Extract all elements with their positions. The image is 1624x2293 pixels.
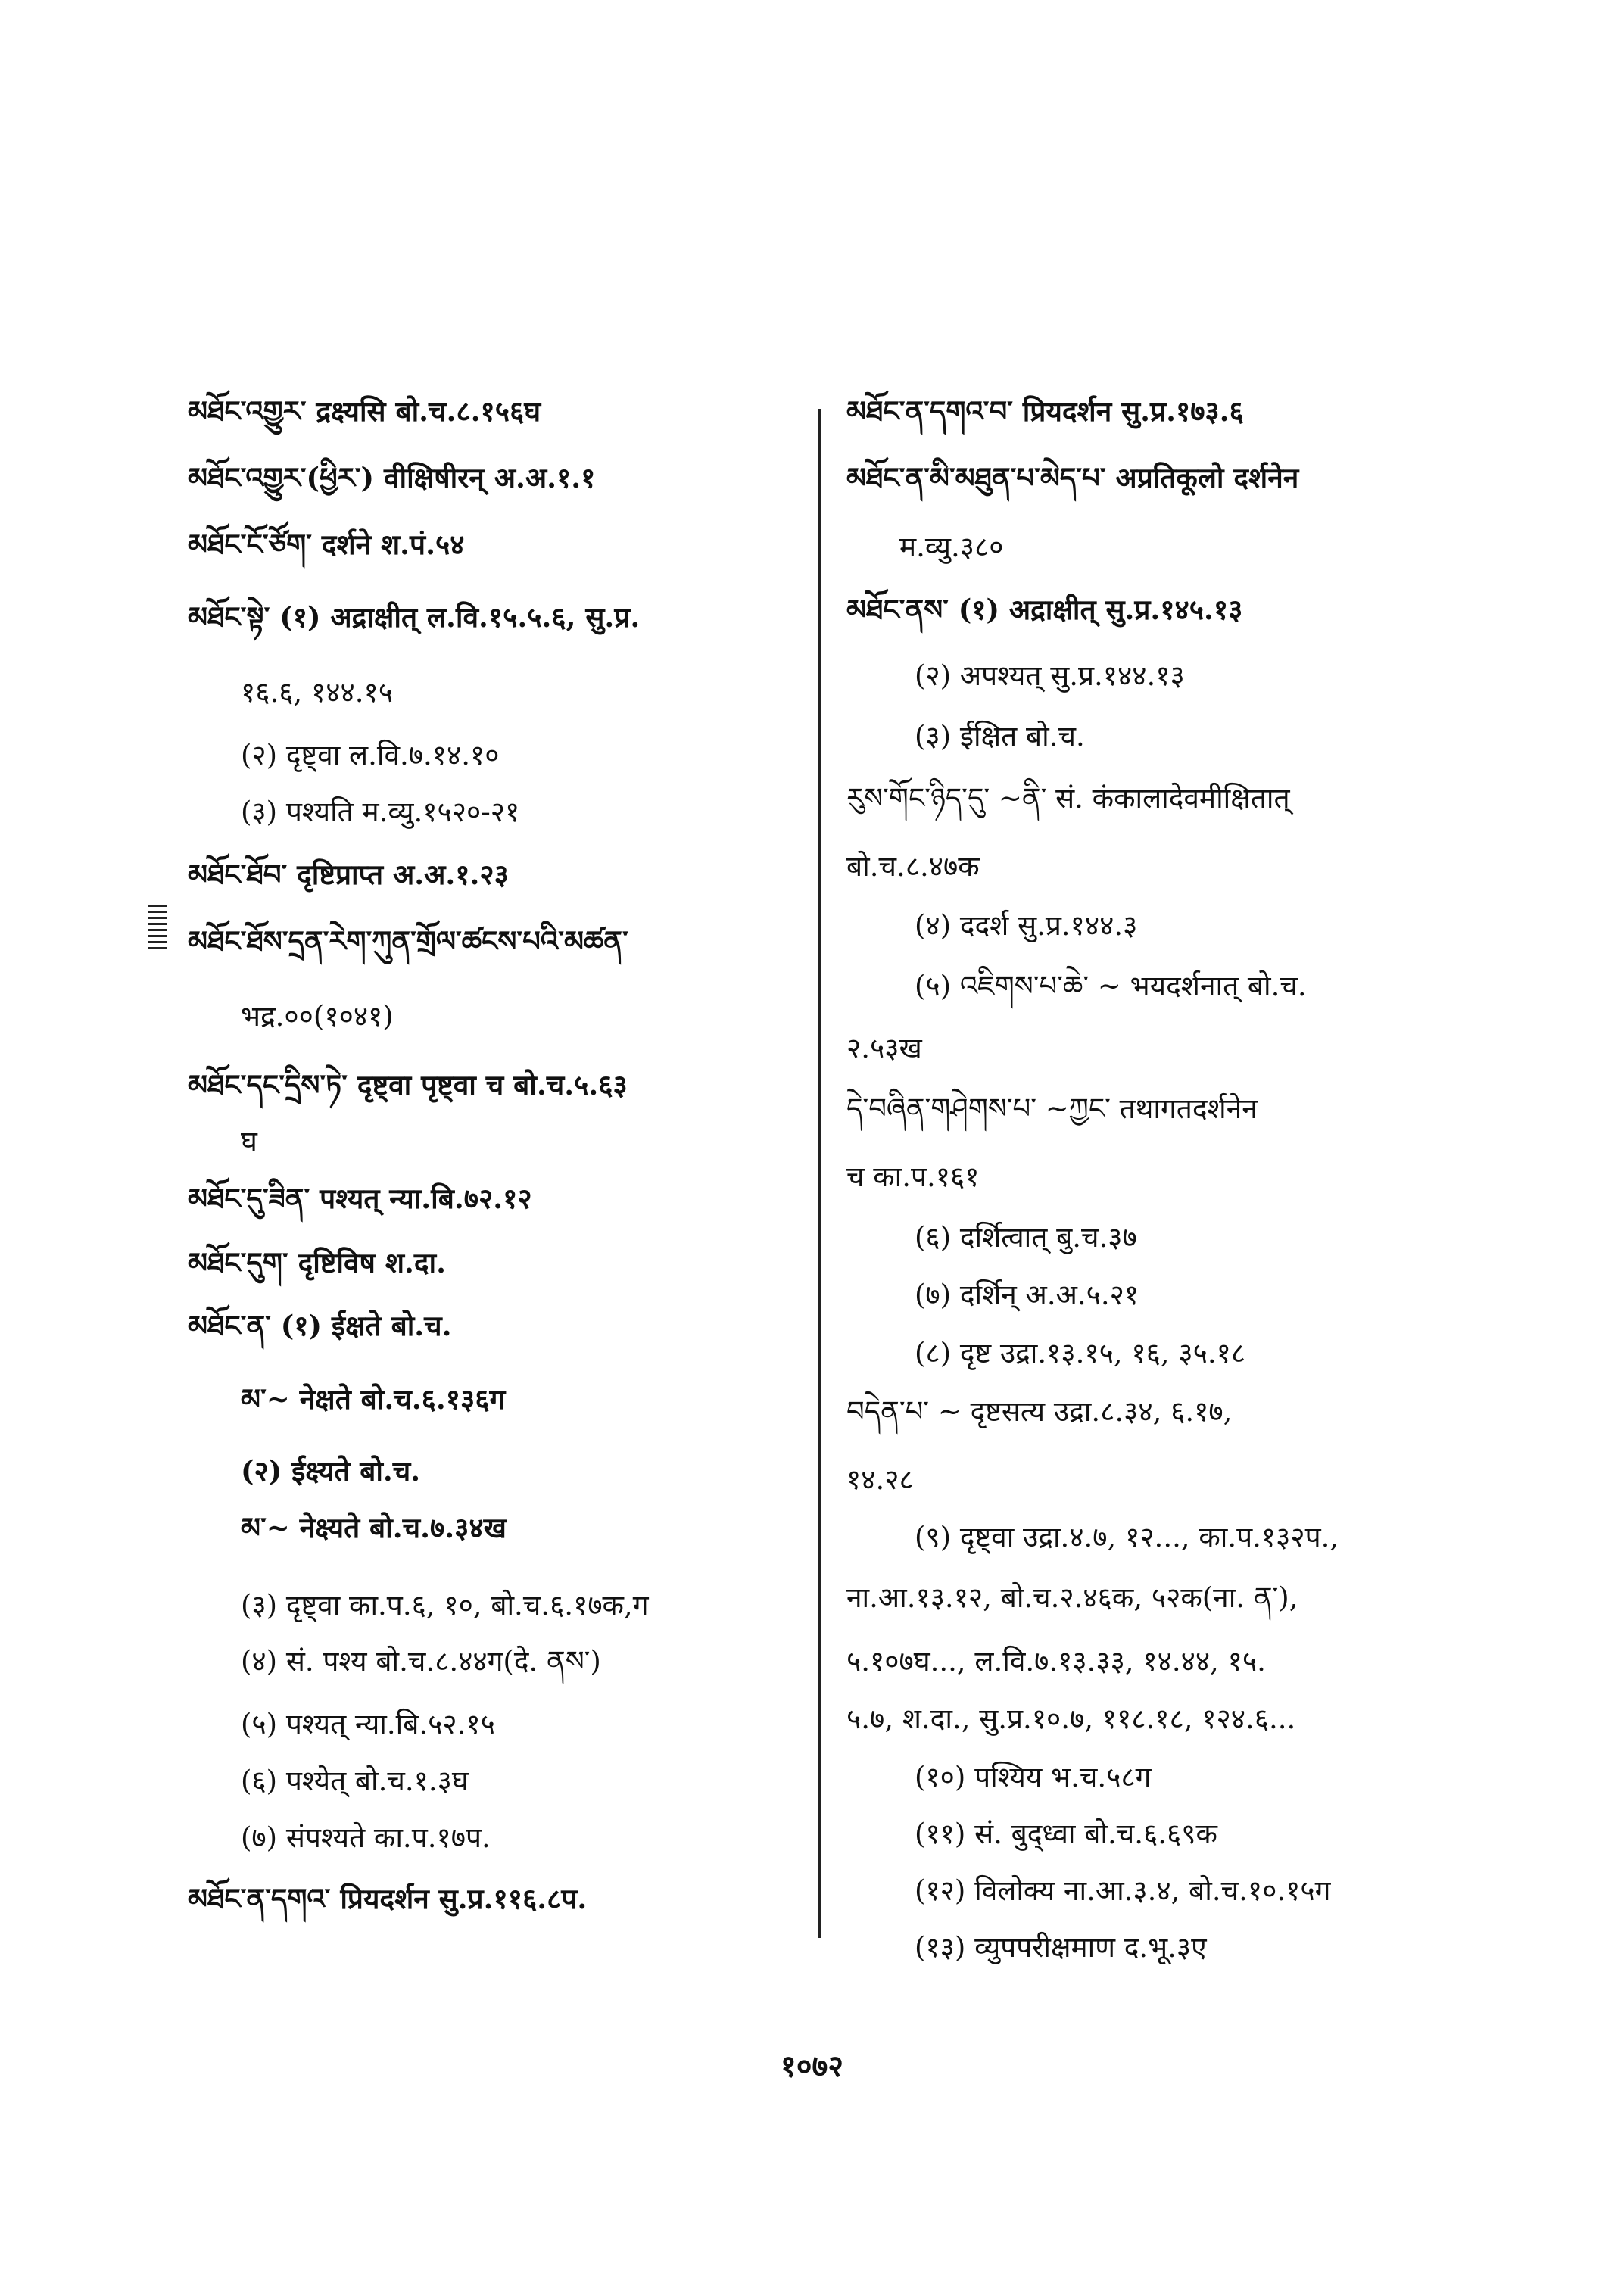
- entry-line: མཐོང་ཐོབ་ दृष्टिप्राप्त अ.अ.१.२३: [188, 858, 509, 891]
- entry-line: མཐོང་ན་དགའ་ प्रियदर्शन सु.प्र.११६.८प.: [188, 1882, 588, 1915]
- entry-line: (१०) पश्यिय भ.च.५८ग: [915, 1761, 1152, 1793]
- entry-line: མཐོང་སྟེ་ (१) अद्राक्षीत् ल.वि.१५.५.६, सु.प्र.: [188, 600, 641, 634]
- entry-line: (३) पश्यति म.व्यु.१५२०-२१: [241, 796, 520, 828]
- entry-line: མ་~ नेक्ष्यते बो.च.७.३४ख: [241, 1511, 507, 1544]
- entry-line: རུས་གོང་ཉིད་དུ་ ~ནི་ सं. कंकालादेवमीक्षितात्: [846, 782, 1290, 815]
- entry-line: (१२) विलोक्य ना.आ.३.४, बो.च.१०.१५ग: [915, 1874, 1331, 1907]
- entry-line: (७) संपश्यते का.प.१७प.: [241, 1821, 491, 1854]
- entry-line: भद्र.००(१०४१): [241, 1000, 394, 1033]
- entry-line: (६) पश्येत् बो.च.१.३घ: [241, 1765, 469, 1797]
- column-divider: [818, 409, 821, 1938]
- entry-line: ५.१०७घ..., ल.वि.७.१३.३३, १४.४४, १५.: [846, 1645, 1266, 1678]
- entry-line: (२) ईक्ष्यते बो.च.: [241, 1454, 421, 1488]
- entry-line: མཐོང་ན་ (१) ईक्षते बो.च.: [188, 1309, 452, 1342]
- entry-line: (११) सं. बुद्ध्वा बो.च.६.६९क: [915, 1818, 1217, 1850]
- entry-line: (२) दृष्ट्वा ल.वि.७.१४.१०: [241, 739, 500, 771]
- entry-line: བདེན་པ་ ~ दृष्टसत्य उद्रा.८.३४, ६.१७,: [846, 1395, 1233, 1428]
- entry-line: (४) सं. पश्य बो.च.८.४४ग(दे. ནས་): [241, 1645, 601, 1678]
- entry-line: མཐོང་ནས་ (१) अद्राक्षीत् सु.प्र.१४५.१३: [846, 593, 1243, 626]
- entry-line: (७) दर्शिन् अ.अ.५.२१: [915, 1279, 1139, 1311]
- entry-line: (२) अपश्यत् सु.प्र.१४४.१३: [915, 659, 1185, 692]
- entry-line: (१३) व्युपपरीक्षमाण द.भू.३ए: [915, 1931, 1207, 1964]
- entry-line: མ་~ नेक्षते बो.च.६.१३६ग: [241, 1382, 506, 1416]
- entry-line: མཐོང་འགྱུར་ द्रक्ष्यसि बो.च.८.१५६घ: [188, 394, 541, 428]
- entry-line: ५.७, श.दा., सु.प्र.१०.७, ११८.१८, १२४.६...: [846, 1703, 1296, 1735]
- entry-line: མཐོང་དང་དྲིས་ཏེ་ दृष्ट्वा पृष्ट्वा च बो.च.५.६३: [188, 1068, 628, 1101]
- entry-line: ना.आ.१३.१२, बो.च.२.४६क, ५२क(ना. ན་),: [846, 1581, 1298, 1614]
- entry-line: घ: [241, 1125, 257, 1157]
- entry-line: མཐོང་དུག་ दृष्टिविष श.दा.: [188, 1246, 446, 1279]
- entry-line: २.५३ख: [846, 1032, 922, 1064]
- entry-line: མཐོང་ངོ་ཙོག་ दर्शने श.पं.५४: [188, 528, 465, 561]
- page-number: १०७२: [780, 2048, 844, 2084]
- entry-line: १६.६, १४४.१५: [241, 676, 393, 709]
- entry-line: म.व्यु.३८०: [899, 531, 1004, 563]
- entry-line: མཐོང་ན་དགའ་བ་ प्रियदर्शन सु.प्र.१७३.६: [846, 394, 1244, 428]
- entry-line: १४.२८: [846, 1463, 914, 1496]
- entry-line: (५) पश्यत् न्या.बि.५२.१५: [241, 1708, 495, 1740]
- entry-line: (४) ददर्श सु.प्र.१४४.३: [915, 909, 1138, 942]
- margin-mark: [148, 905, 167, 950]
- entry-line: མཐོང་འགྱུར་(ཕྱིར་) वीक्षिषीरन् अ.अ.१.१: [188, 461, 596, 494]
- entry-line: མཐོང་ཐོས་དྲན་རེག་ཀུན་གྲོལ་ཚངས་པའི་མཚན་: [188, 924, 628, 958]
- entry-line: बो.च.८.४७क: [846, 850, 980, 883]
- entry-line: མཐོང་དུ་ཟིན་ पश्यत् न्या.बि.७२.१२: [188, 1182, 532, 1215]
- entry-line: (६) दर्शित्वात् बु.च.३७: [915, 1221, 1137, 1254]
- entry-line: (३) दृष्ट्वा का.प.६, १०, बो.च.६.१७क,ग: [241, 1589, 649, 1622]
- entry-line: (५) འཇིགས་པ་ཆེ་ ~ भयदर्शनात् बो.च.: [915, 970, 1307, 1002]
- entry-line: (९) दृष्ट्वा उद्रा.४.७, १२..., का.प.१३२प.,: [915, 1521, 1339, 1553]
- entry-line: མཐོང་ན་མི་མཐུན་པ་མེད་པ་ अप्रतिकूलो दर्शनेन: [846, 461, 1299, 494]
- entry-line: (८) दृष्ट उद्रा.१३.१५, १६, ३५.१८: [915, 1337, 1246, 1369]
- entry-line: (३) ईक्षित बो.च.: [915, 720, 1085, 752]
- entry-line: च का.प.१६१: [846, 1161, 980, 1193]
- entry-line: དེ་བཞིན་གཤེགས་པ་ ~ཀྱང་ तथागतदर्शनेन: [846, 1092, 1258, 1125]
